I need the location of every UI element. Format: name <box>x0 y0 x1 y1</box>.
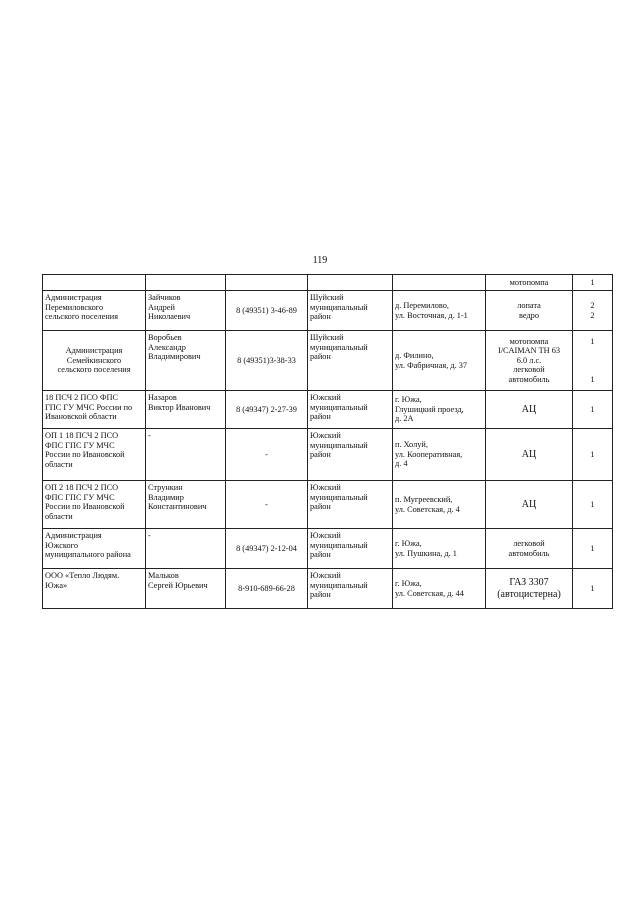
address-cell-line: г. Южа, <box>395 578 422 588</box>
organization-cell-line: области <box>45 459 73 469</box>
district-cell-line: муниципальный <box>310 440 368 450</box>
address-cell-line: ул. Кооперативная, <box>395 449 463 459</box>
phone-cell: 8-910-689-66-28 <box>226 569 308 609</box>
table-row <box>43 529 613 569</box>
address-cell-line: Глушицкий проезд, <box>395 404 464 414</box>
count-cell-line: 2 <box>590 300 595 310</box>
district-cell-line: район <box>310 502 331 512</box>
district-cell-line: Южский <box>310 431 341 440</box>
count-cell <box>573 569 613 609</box>
address-cell <box>393 569 486 609</box>
organization-cell <box>43 569 146 609</box>
district-cell <box>308 481 393 529</box>
district-cell <box>308 291 393 331</box>
head-cell-line: Виктор Иванович <box>148 402 211 412</box>
address-cell <box>393 291 486 331</box>
head-cell <box>146 291 226 331</box>
equipment-cell <box>486 391 573 429</box>
count-cell <box>573 529 613 569</box>
equipment-cell-line: мотопомпа <box>509 277 549 287</box>
equipment-cell <box>486 529 573 569</box>
district-cell-line: район <box>310 352 331 362</box>
address-cell <box>393 331 486 391</box>
organization-cell-line: ФПС ГПС ГУ МЧС <box>45 492 115 502</box>
count-cell-line: 1 <box>590 404 595 414</box>
page-number: 119 <box>312 255 328 266</box>
district-cell <box>308 275 393 291</box>
district-cell-line: муниципальный <box>310 402 368 412</box>
equipment-cell <box>486 331 573 391</box>
head-cell <box>146 391 226 429</box>
equipment-cell-line: автомобиль <box>508 548 550 558</box>
head-cell-line: Андрей <box>148 302 175 312</box>
organization-cell <box>43 275 146 291</box>
equipment-cell-line: лопата <box>517 300 541 310</box>
equipment-cell-line: АЦ <box>521 498 537 510</box>
organization-cell-line: Семейкинского <box>66 355 122 365</box>
address-cell-line: д. Филино, <box>395 350 434 360</box>
equipment-cell-line: мотопомпа <box>509 336 549 346</box>
phone-cell: 8 (49351) 3-46-89 <box>226 291 308 331</box>
count-cell <box>573 481 613 529</box>
table-row <box>43 481 613 529</box>
district-cell <box>308 429 393 481</box>
head-cell-line: Александр <box>148 342 186 352</box>
count-cell-line: 1 <box>590 449 595 459</box>
organization-cell <box>43 481 146 529</box>
organization-cell-line: 18 ПСЧ 2 ПСО ФПС <box>45 393 119 402</box>
district-cell-line: район <box>310 412 331 422</box>
organization-cell-line: ООО «Тепло Людям. <box>45 571 120 580</box>
organization-cell <box>43 529 146 569</box>
count-cell <box>573 291 613 331</box>
district-cell-line: муниципальный <box>310 302 368 312</box>
organization-cell <box>43 391 146 429</box>
phone-cell: 8 (49347) 2-27-39 <box>226 391 308 429</box>
address-cell <box>393 481 486 529</box>
count-cell <box>573 275 613 291</box>
equipment-cell <box>486 291 573 331</box>
district-cell-line: район <box>310 312 331 322</box>
head-cell-line: Мальков <box>148 571 179 580</box>
address-cell-line: ул. Восточная, д. 1-1 <box>395 310 468 320</box>
equipment-table <box>42 274 613 609</box>
address-cell-line: ул. Советская, д. 44 <box>395 588 464 598</box>
organization-cell <box>43 429 146 481</box>
count-cell-line: 1 <box>590 499 595 509</box>
address-cell <box>393 275 486 291</box>
equipment-cell <box>486 481 573 529</box>
head-cell <box>146 429 226 481</box>
address-cell-line: д. 2А <box>395 414 414 424</box>
organization-cell-line: Южского <box>45 540 78 550</box>
count-cell <box>573 331 613 391</box>
head-cell-line: Зайчиков <box>148 293 181 302</box>
organization-cell-line: Ивановской области <box>45 412 117 422</box>
address-cell-line: г. Южа, <box>395 395 422 405</box>
district-cell-line: Южский <box>310 393 341 402</box>
head-cell-line: Владимир <box>148 492 184 502</box>
equipment-cell-line: 6.0 л.с. <box>516 355 542 365</box>
count-cell-line <box>575 356 610 366</box>
head-cell-line: Воробьев <box>148 333 182 342</box>
head-cell-line: - <box>148 431 151 440</box>
district-cell-line: район <box>310 550 331 560</box>
district-cell-line: муниципальный <box>310 580 368 590</box>
count-cell-line: 1 <box>590 583 595 593</box>
equipment-cell-line: АЦ <box>521 403 537 415</box>
equipment-cell-line: ведро <box>519 310 539 320</box>
table-row <box>43 291 613 331</box>
phone-cell: 8 (49347) 2-12-04 <box>226 529 308 569</box>
count-cell-line: 1 <box>590 543 595 553</box>
count-cell-line <box>575 365 610 375</box>
count-cell <box>573 391 613 429</box>
head-cell-line: Сергей Юрьевич <box>148 580 208 590</box>
organization-cell-line: ОП 2 18 ПСЧ 2 ПСО <box>45 483 119 492</box>
organization-cell-line: Администрация <box>45 293 102 302</box>
head-cell-line: Николаевич <box>148 312 191 322</box>
organization-cell-line: муниципального района <box>45 550 131 560</box>
district-cell-line: муниципальный <box>310 540 368 550</box>
organization-cell-line: России по Ивановской <box>45 502 125 512</box>
table-row <box>43 391 613 429</box>
organization-cell-line: сельского поселения <box>45 312 119 322</box>
address-cell-line: ул. Фабричная, д. 37 <box>395 360 468 370</box>
district-cell-line: муниципальный <box>310 492 368 502</box>
organization-cell <box>43 331 146 391</box>
head-cell-line: Владимирович <box>148 352 201 362</box>
address-cell-line: д. 4 <box>395 459 408 469</box>
head-cell-line: Стрункин <box>148 483 183 492</box>
organization-cell-line: ОП 1 18 ПСЧ 2 ПСО <box>45 431 119 440</box>
district-cell <box>308 391 393 429</box>
equipment-cell-line: легковой <box>513 365 545 375</box>
equipment-cell-line: I/CAIMAN TH 63 <box>497 346 561 356</box>
equipment-cell <box>486 275 573 291</box>
count-cell-line: 1 <box>590 374 595 384</box>
organization-cell-line: Администрация <box>45 531 102 540</box>
district-cell-line: район <box>310 450 331 460</box>
district-cell-line: Шуйский <box>310 293 344 302</box>
organization-cell-line: Перемиловского <box>45 302 104 312</box>
address-cell-line: ул. Советская, д. 4 <box>395 504 460 514</box>
equipment-cell-line: автомобиль <box>508 374 550 384</box>
equipment-cell <box>486 569 573 609</box>
head-cell <box>146 275 226 291</box>
count-cell-line: 1 <box>590 336 595 346</box>
address-cell-line: п. Холуй, <box>395 440 428 450</box>
district-cell-line: Южский <box>310 531 341 540</box>
district-cell-line: Южский <box>310 483 341 492</box>
district-cell-line: муниципальный <box>310 342 368 352</box>
table-row <box>43 275 613 291</box>
head-cell <box>146 481 226 529</box>
head-cell-line: Назаров <box>148 393 177 402</box>
head-cell <box>146 569 226 609</box>
head-cell-line: Константинович <box>148 502 207 512</box>
phone-cell: - <box>226 429 308 481</box>
equipment-cell <box>486 429 573 481</box>
district-cell <box>308 529 393 569</box>
table-row <box>43 331 613 391</box>
organization-cell <box>43 291 146 331</box>
table-row <box>43 569 613 609</box>
address-cell <box>393 391 486 429</box>
equipment-cell-line: (автоцистерна) <box>497 588 561 600</box>
table-body <box>43 275 613 609</box>
district-cell-line: Южский <box>310 571 341 580</box>
count-cell-line: 2 <box>590 310 595 320</box>
organization-cell-line: области <box>45 511 73 521</box>
address-cell-line: г. Южа, <box>395 538 422 548</box>
equipment-cell-line: ГАЗ 3307 <box>509 577 549 588</box>
count-cell-line: 1 <box>590 277 595 287</box>
district-cell <box>308 331 393 391</box>
head-cell <box>146 331 226 391</box>
phone-cell: - <box>226 481 308 529</box>
district-cell-line: Шуйский <box>310 333 344 342</box>
organization-cell-line: Южа» <box>45 580 68 590</box>
equipment-cell-line: АЦ <box>521 448 537 460</box>
address-cell-line: ул. Пушкина, д. 1 <box>395 548 457 558</box>
address-cell-line: п. Мугреевский, <box>395 494 453 504</box>
head-cell <box>146 529 226 569</box>
district-cell-line: район <box>310 590 331 600</box>
phone-cell: 8 (49351)3-38-33 <box>226 331 308 391</box>
head-cell-line: - <box>148 531 151 540</box>
organization-cell-line: сельского поселения <box>57 365 131 375</box>
organization-cell-line: России по Ивановской <box>45 450 125 460</box>
table-row <box>43 429 613 481</box>
district-cell <box>308 569 393 609</box>
organization-cell-line: ГПС ГУ МЧС России по <box>45 402 133 412</box>
address-cell-line: д. Перемилово, <box>395 300 449 310</box>
count-cell-line <box>575 346 610 356</box>
count-cell <box>573 429 613 481</box>
organization-cell-line: Администрация <box>65 346 123 356</box>
address-cell <box>393 429 486 481</box>
organization-cell-line: ФПС ГПС ГУ МЧС <box>45 440 115 450</box>
equipment-cell-line: легковой <box>513 538 545 548</box>
phone-cell <box>226 275 308 291</box>
address-cell <box>393 529 486 569</box>
